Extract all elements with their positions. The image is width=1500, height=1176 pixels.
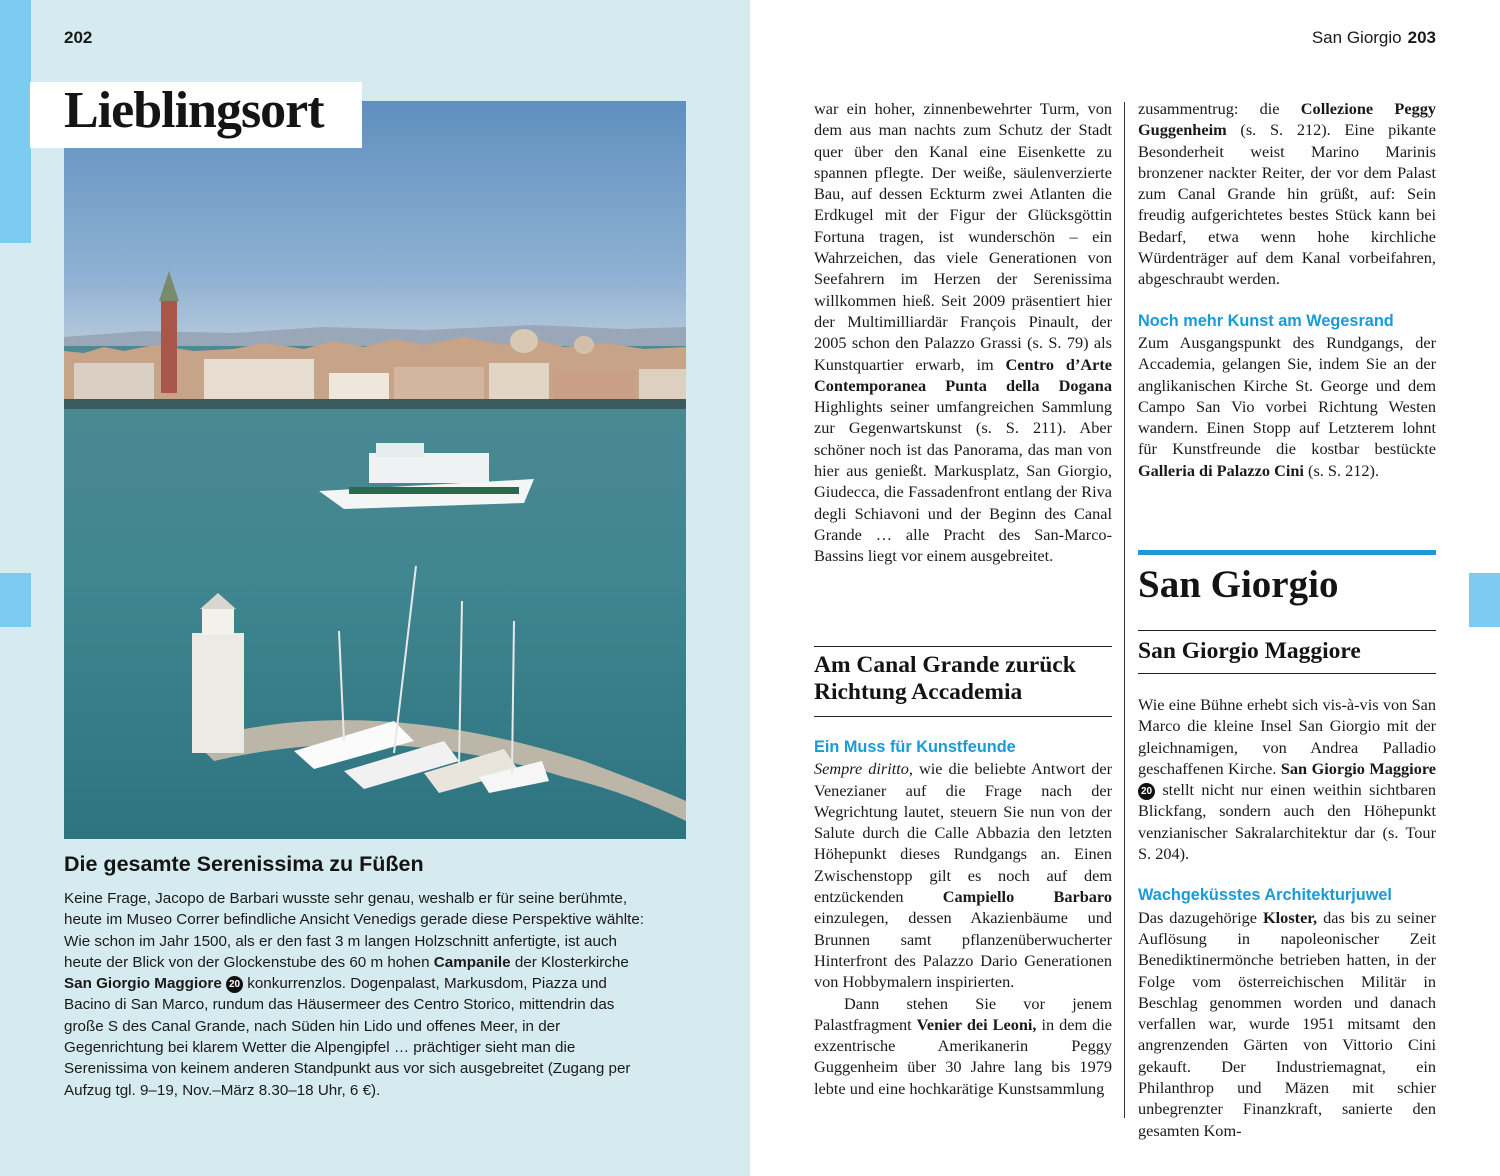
column-2-lower — [1138, 694, 1436, 1141]
text-run: der Klosterkirche — [510, 953, 629, 971]
bold-term: Venier dei Leoni, — [916, 1014, 1037, 1034]
text-run: stellt nicht nur einen weithin sichtbaren Blickfang, sondern auch den Höhepunkt venzianischer Sakralarchitektur dar (s. Tour S. 204). — [1138, 780, 1436, 864]
col1-paragraph-2 — [814, 758, 1112, 992]
chapter-tab-top — [0, 0, 31, 243]
col1-paragraph-3 — [814, 993, 1112, 1099]
text-run: (s. S. 212). Eine pikante Besonderheit weist Marino Marinis bronzener nackter Reiter, der vor dem Palast zum Canal Grande hin grüßt, auf: Sein freudig aufgerichtetes bestes Stück kann bei Bedarf, etwa wenn hohe kirchliche Würdenträger auf dem Kanal vorbeifahren, abgeschraubt werden. — [1138, 120, 1436, 289]
text-run: Keine Frage, Jacopo de Barbari wusste sehr genau, weshalb er für seine berühmte, heute im Museo Correr befindliche Ansicht Venedigs gerade diese Perspektive wählte: Wie schon im Jahr 1500, als er den fast 3 m langen Holzschnitt anfertigte, ist auch heute der Blick von der Glockenstube des 60 m hohen — [64, 890, 644, 971]
chapter-rule — [1138, 550, 1436, 555]
col1-paragraph-1 — [814, 98, 1112, 567]
feature-subtitle: Die gesamte Serenissima zu Füßen — [64, 852, 424, 876]
bold-term: Campiello Barbaro — [942, 887, 1112, 907]
text-run: Highlights seiner umfangreichen Sammlung zur Gegenwartskunst (s. S. 211). Aber schöner noch ist das Panorama, das man von hier aus genießt. Markusplatz, San Giorgio, Giudecca, die Fassadenfront entlang der Riva degli Schiavoni und der Beginn des Canal Grande … alle Pracht des San-Marco-Bassins liegt vor einem ausgebreitet. — [814, 397, 1112, 566]
section-title-san-giorgio-maggiore: San Giorgio Maggiore — [1138, 638, 1361, 664]
kicker-architekturjuwel: Wachgeküsstes Architekturjuwel — [1138, 886, 1392, 905]
text-run: Zum Ausgangspunkt des Rundgangs, der Accademia, gelangen Sie, indem Sie an der anglikanischen Kirche St. George und dem Campo San Vio vorbei Richtung Westen wandern. Einen Stopp auf Letzterem lohnt für Kunstfreunde die kostbar bestückte — [1138, 332, 1436, 459]
col2-paragraph-2 — [1138, 332, 1436, 481]
page-number-right: 203 — [1407, 28, 1436, 47]
bold-term: Kloster, — [1262, 907, 1318, 927]
chapter-tab-right — [1469, 573, 1500, 627]
feature-title: Lieblingsort — [64, 82, 324, 139]
text-run: Wie eine Bühne erhebt sich vis-à-vis von San Marco die kleine Insel San Giorgio mit der gleichnamigen, von Andrea Palladio geschaffenen Kirche. — [1138, 695, 1436, 778]
running-head — [1312, 28, 1436, 48]
bold-term: Galleria di Palazzo Cini — [1138, 460, 1304, 480]
bold-term: Centro d’Arte Contemporanea Punta della Dogana — [814, 354, 1113, 395]
sight-number-badge: 20 — [1138, 783, 1155, 800]
text-run: einzulegen, dessen Akazienbäume und Brunnen samt pflanzenüberwucherter Hinterfront des Palazzo Dario Generationen von Hobbymalern inspirierten. — [814, 908, 1112, 992]
text-run: das bis zu seiner Auflösung in napoleonischer Zeit Benediktinermönche betrieben hatten, in der Folge vom österreichischen Militär in Beschlag genommen worden und danach verfallen war, wurde 1951 mitsamt den angrenzenden Gärten von Vittorio Cini gekauft. Der Industriemagnat, ein Philanthrop und Mäzen mit schier unbegrenzter Finanzkraft, sanierte den gesamten Kom- — [1138, 907, 1436, 1140]
text-run: zusammentrug: die — [1138, 99, 1301, 118]
text-run: (s. S. 212). — [1303, 460, 1380, 480]
section1-bottom-rule — [814, 716, 1112, 717]
col2-paragraph-4 — [1138, 907, 1436, 1141]
column-1 — [814, 98, 1112, 567]
column-divider — [1124, 102, 1125, 1118]
page-number-left: 202 — [64, 28, 93, 47]
sight-number-badge: 20 — [226, 976, 243, 993]
col2-paragraph-3 — [1138, 694, 1436, 864]
column-2 — [1138, 98, 1436, 481]
text-run: in dem die exzentrische Amerikanerin Peggy Guggenheim über 30 Jahre lang bis 1979 lebte und eine hochkarätige Kunstsammlung — [814, 1014, 1113, 1098]
chapter-tab-middle — [0, 573, 31, 627]
bold-term: Campanile — [433, 953, 511, 971]
text-run: konkurrenzlos. Dogenpalast, Markusdom, Piazza und Bacino di San Marco, rundum das Häusermeer des Centro Storico, mittendrin das große S des Canal Grande, nach Süden hin Lido und offenes Meer, in der Gegenrichtung bei klarem Wetter die Alpengipfel … prächtiger sieht man die Serenissima von keinem anderen Standpunkt aus vor sich ausgebreitet (Zugang per Aufzug tgl. 9–19, Nov.–März 8.30–18 Uhr, 6 €). — [64, 975, 631, 1099]
running-head-title: San Giorgio — [1311, 28, 1402, 47]
section1-top-rule — [814, 646, 1112, 647]
kicker-kunstfeunde: Ein Muss für Kunstfeunde — [814, 738, 1016, 756]
bold-term: Collezione Peggy Guggenheim — [1138, 99, 1436, 140]
bold-term: San Giorgio Maggiore — [1280, 758, 1436, 778]
col2-paragraph-1 — [1138, 98, 1436, 290]
venice-photo — [64, 101, 686, 839]
text-run: Dann stehen Sie vor jenem Palastfragment — [814, 993, 1112, 1034]
kicker-mehr-kunst: Noch mehr Kunst am Wegesrand — [1138, 311, 1394, 330]
column-1-lower — [814, 737, 1112, 1099]
text-run: war ein hoher, zinnenbewehrter Turm, von dem aus man nachts zum Schutz der Stadt quer über den Kanal eine Eisenkette zu spannen pflegte. Der weiße, säulenverzierte Bau, auf dessen Eckturm zwei Atlanten die Erdkugel mit der Figur der Glücksgöttin Fortuna tragen, ist wunderschön – ein Wahrzeichen, das viele Generationen von Seefahrern im Herzen der Serenissima willkommen hieß. Seit 2009 präsentiert hier der Multimilliardär François Pinault, der 2005 schon den Palazzo Grassi (s. S. 79) als Kunstquartier erwarb, im — [814, 99, 1112, 374]
feature-text — [64, 888, 656, 1101]
section-title-canal-grande: Am Canal Grande zurück Richtung Accademia — [814, 652, 1076, 705]
italic-term: Sempre diritto, — [814, 759, 913, 779]
text-run: Das dazugehörige — [1138, 907, 1263, 927]
text-run: wie die beliebte Antwort der Venezianer auf die Frage nach der Wegrichtung lautet, steuern Sie nun von der Salute durch die Calle Abbazia den letzten Höhepunkt dieses Rundgangs an. Einen Zwischenstopp gilt es noch auf dem entzückenden — [814, 759, 1113, 907]
section2-bottom-rule — [1138, 673, 1436, 674]
section2-top-rule — [1138, 630, 1436, 631]
bold-term: San Giorgio Maggiore — [64, 975, 222, 993]
chapter-title: San Giorgio — [1138, 563, 1339, 606]
